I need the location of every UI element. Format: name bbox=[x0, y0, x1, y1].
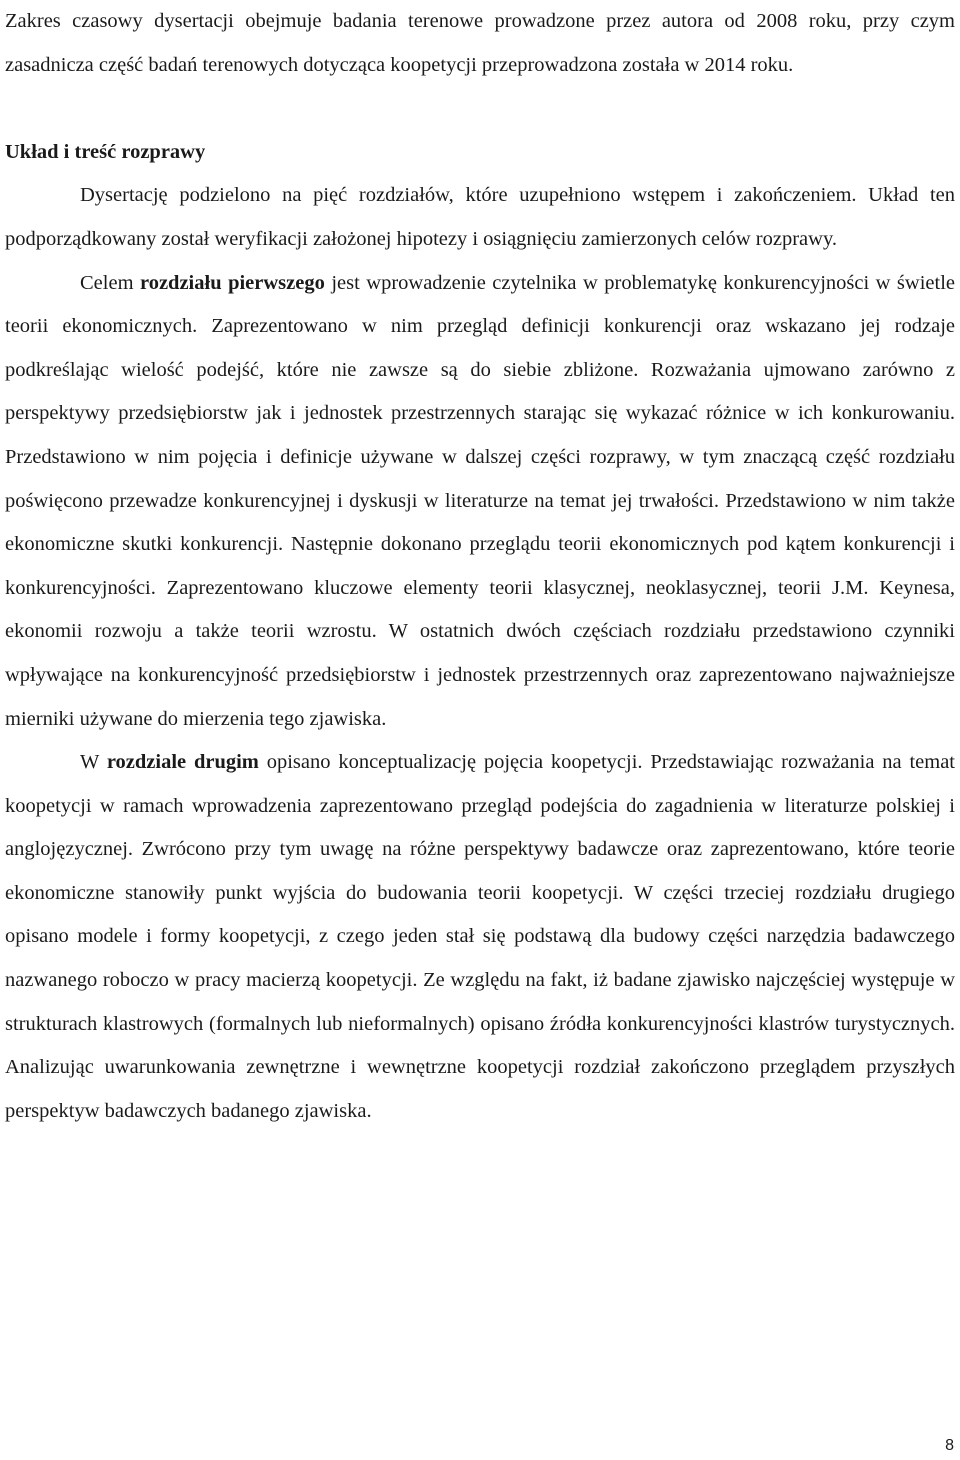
intro-paragraph: Zakres czasowy dysertacji obejmuje badania terenowe prowadzone przez autora od 2008 roku, przy czym zasadnicza część badań terenowych dotycząca koopetycji przeprowadzona została w 2014 roku. bbox=[5, 10, 955, 76]
paragraph-structure: Dysertację podzielono na pięć rozdziałów, które uzupełniono wstępem i zakończeniem. Układ ten podporządkowany został weryfikacji założonej hipotezy i osiągnięciu zamierzonych celów rozprawy. bbox=[5, 184, 955, 250]
chapter-two-emphasis: rozdziale drugim bbox=[106, 751, 259, 774]
paragraph-chapter-two bbox=[5, 741, 955, 1133]
chapter-one-body: jest wprowadzenie czytelnika w problematykę konkurencyjności w świetle teorii ekonomicznych. Zaprezentowano w nim przegląd definicji konkurencji oraz wskazano jej rodzaje podkreślając wielość podejść, które nie zawsze są do siebie zbliżone. Rozważania ujmowano zarówno z perspektywy przedsiębiorstw jak i jednostek przestrzennych starając się wykazać różnice w ich konkurowaniu. Przedstawiono w nim pojęcia i definicje używane w dalszej części rozprawy, w tym znaczącą część rozdziału poświęcono przewadze konkurencyjnej i dyskusji w literaturze na temat jej trwałości. Przedstawiono w nim także ekonomiczne skutki konkurencji. Następnie dokonano przeglądu teorii ekonomicznych pod kątem konkurencji i konkurencyjności. Zaprezentowano kluczowe elementy teorii klasycznej, neoklasycznej, teorii J.M. Keynesa, ekonomii rozwoju a także teorii wzrostu. W ostatnich dwóch częściach rozdziału przedstawiono czynniki wpływające na konkurencyjność przedsiębiorstw i jednostek przestrzennych oraz zaprezentowano najważniejsze mierniki używane do mierzenia tego zjawiska. bbox=[5, 271, 955, 730]
chapter-two-lead: W bbox=[80, 751, 107, 774]
page-number: 8 bbox=[945, 1437, 954, 1454]
section-heading: Układ i treść rozprawy bbox=[5, 140, 206, 163]
chapter-two-body: opisano konceptualizację pojęcia koopetycji. Przedstawiając rozważania na temat koopetycji w ramach wprowadzenia zaprezentowano przegląd podejścia do zagadnienia w literaturze polskiej i anglojęzycznej. Zwrócono przy tym uwagę na różne perspektywy badawcze oraz zaprezentowano, które teorie ekonomiczne stanowiły punkt wyjścia do budowania teorii koopetycji. W części trzeciej rozdziału drugiego opisano modele i formy koopetycji, z czego jeden stał się podstawą dla budowy części narzędzia badawczego nazwanego roboczo w pracy macierzą koopetycji. Ze względu na fakt, iż badane zjawisko najczęściej występuje w strukturach klastrowych (formalnych lub nieformalnych) opisano źródła konkurencyjności klastrów turystycznych. Analizując uwarunkowania zewnętrzne i wewnętrzne koopetycji rozdział zakończono przeglądem przyszłych perspektyw badawczych badanego zjawiska. bbox=[5, 751, 955, 1122]
chapter-one-lead: Celem bbox=[80, 271, 140, 294]
paragraph-chapter-one bbox=[5, 262, 955, 742]
chapter-one-emphasis: rozdziału pierwszego bbox=[139, 271, 325, 294]
paragraph-gap bbox=[5, 87, 955, 131]
document-page bbox=[5, 0, 955, 1133]
